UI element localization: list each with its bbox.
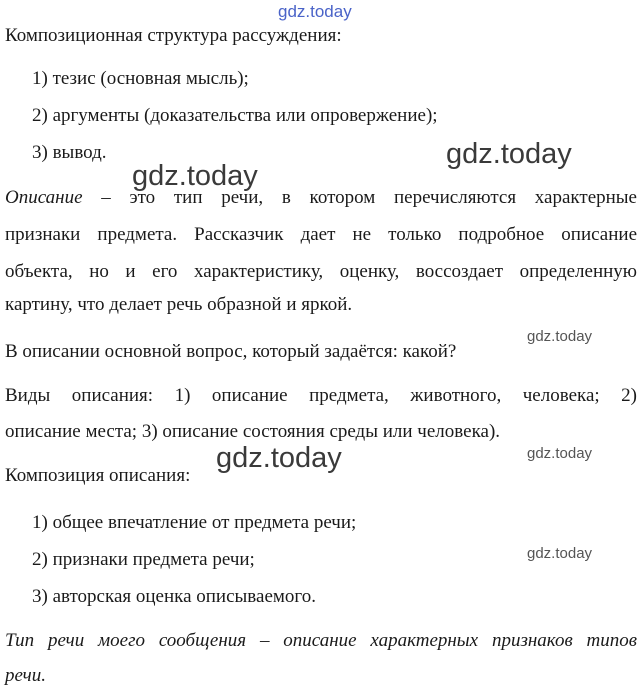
list-item: 1) тезис (основная мысль);: [32, 68, 249, 89]
paragraph-line: Виды описания: 1) описание предмета, животного, человека; 2): [5, 385, 637, 406]
conclusion-line: речи.: [5, 665, 46, 686]
watermark: gdz.today: [527, 445, 593, 462]
watermark: gdz.today: [132, 160, 258, 192]
list-item: 2) признаки предмета речи;: [32, 549, 255, 570]
paragraph-line: объекта, но и его характеристику, оценку, воссоздает определенную: [5, 261, 637, 282]
paragraph-line: [5, 187, 637, 209]
watermark: gdz.today: [216, 442, 342, 474]
watermark: gdz.today: [278, 2, 352, 21]
watermark: gdz.today: [527, 328, 593, 345]
term-emphasis: Описание: [5, 187, 83, 208]
composition-heading: Композиционная структура рассуждения:: [5, 25, 342, 46]
paragraph-line: признаки предмета. Рассказчик дает не только подробное описание: [5, 224, 637, 245]
watermark: gdz.today: [446, 138, 572, 170]
composition-heading: Композиция описания:: [5, 465, 191, 486]
paragraph-text: – это тип речи, в котором перечисляются характерные: [82, 187, 637, 208]
question-text: В описании основной вопрос, который задаётся: какой?: [5, 341, 457, 362]
list-item: 3) вывод.: [32, 142, 107, 163]
list-item: 1) общее впечатление от предмета речи;: [32, 512, 357, 533]
watermark: gdz.today: [527, 545, 593, 562]
conclusion-line: Тип речи моего сообщения – описание характерных признаков типов: [5, 630, 637, 651]
paragraph-line: описание места; 3) описание состояния среды или человека).: [5, 421, 501, 442]
list-item: 3) авторская оценка описываемого.: [32, 586, 316, 607]
list-item: 2) аргументы (доказательства или опровержение);: [32, 105, 438, 126]
paragraph-line: картину, что делает речь образной и яркой.: [5, 294, 353, 315]
